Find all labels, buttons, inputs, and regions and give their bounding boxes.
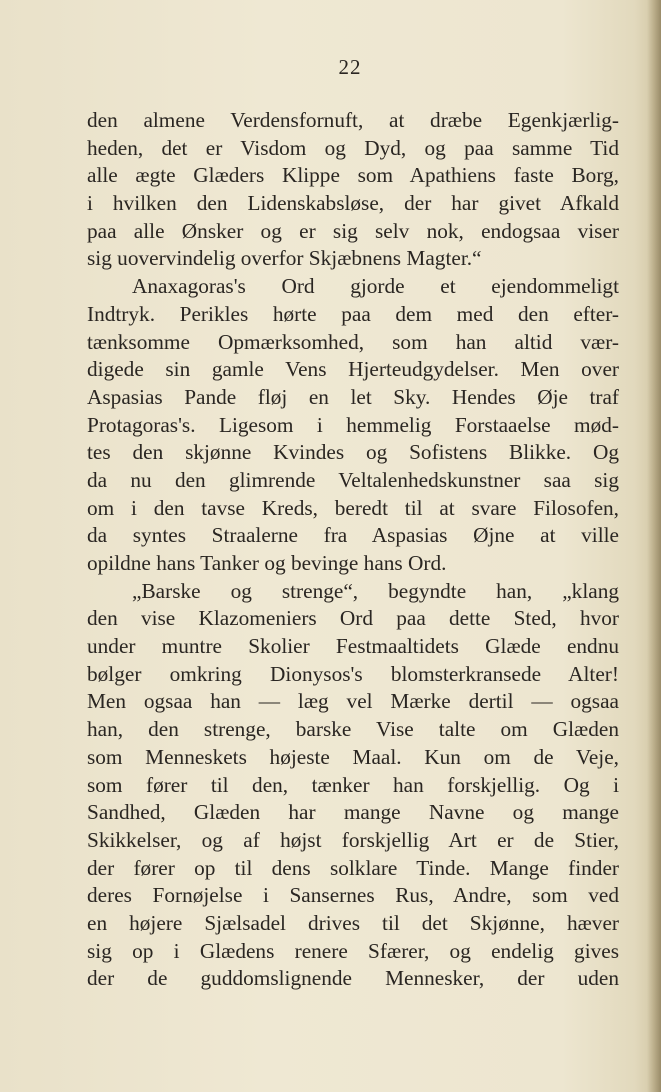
text-line: den vise Klazomeniers Ord paa dette Sted, hvor (87, 606, 619, 631)
text-line: alle ægte Glæders Klippe som Apathiens faste Borg, (87, 163, 619, 188)
text-line: paa alle Ønsker og er sig selv nok, endogsaa viser (87, 218, 619, 243)
body-text (87, 107, 619, 993)
text-line: bølger omkring Dionysos's blomsterkransede Alter! (87, 661, 619, 686)
text-line: digede sin gamle Vens Hjerteudgydelser. Men over (87, 357, 619, 382)
text-line: sig op i Glædens renere Sfærer, og endelig gives (87, 938, 619, 963)
text-line: en højere Sjælsadel drives til det Skjønne, hæver (87, 910, 619, 935)
text-line: Men ogsaa han — læg vel Mærke dertil — ogsaa (87, 689, 619, 714)
text-line: tænksomme Opmærksomhed, som han altid vær- (87, 329, 619, 354)
text-line: tes den skjønne Kvindes og Sofistens Blikke. Og (87, 440, 619, 465)
text-line: under muntre Skolier Festmaaltidets Glæde endnu (87, 634, 619, 659)
text-line: i hvilken den Lidenskabsløse, der har givet Afkald (87, 191, 619, 216)
text-line: Aspasias Pande fløj en let Sky. Hendes Øje traf (87, 384, 619, 409)
text-line: deres Fornøjelse i Sansernes Rus, Andre, som ved (87, 883, 619, 908)
text-line: den almene Verdensfornuft, at dræbe Egenkjærlig- (87, 108, 619, 132)
text-line: som Menneskets højeste Maal. Kun om de Veje, (87, 744, 619, 769)
text-line: han, den strenge, barske Vise talte om Glæden (87, 717, 619, 742)
text-line: Anaxagoras's Ord gjorde et ejendommeligt (132, 274, 619, 299)
text-line: da syntes Straalerne fra Aspasias Øjne at ville (87, 523, 619, 548)
page-edge-shadow (647, 0, 661, 1092)
text-line: som fører til den, tænker han forskjellig. Og i (87, 772, 619, 797)
page-number: 22 (338, 55, 362, 79)
text-line: der fører op til dens solklare Tinde. Mange finder (87, 855, 619, 880)
text-line: Indtryk. Perikles hørte paa dem med den efter- (87, 301, 619, 326)
text-line: om i den tavse Kreds, beredt til at svare Filosofen, (87, 495, 619, 520)
text-line: Sandhed, Glæden har mange Navne og mange (87, 800, 619, 825)
text-line: „Barske og strenge“, begyndte han, „klang (132, 578, 619, 603)
text-line: da nu den glimrende Veltalenhedskunstner saa sig (87, 467, 619, 492)
text-line: der de guddomslignende Mennesker, der uden (87, 966, 619, 991)
text-line: Protagoras's. Ligesom i hemmelig Forstaaelse mød- (87, 412, 619, 437)
text-line: opildne hans Tanker og bevinge hans Ord. (87, 551, 447, 575)
text-line: heden, det er Visdom og Dyd, og paa samme Tid (87, 135, 619, 160)
text-line: sig uovervindelig overfor Skjæbnens Magter.“ (87, 246, 482, 271)
text-line: Skikkelser, og af højst forskjellig Art er de Stier, (87, 827, 619, 852)
